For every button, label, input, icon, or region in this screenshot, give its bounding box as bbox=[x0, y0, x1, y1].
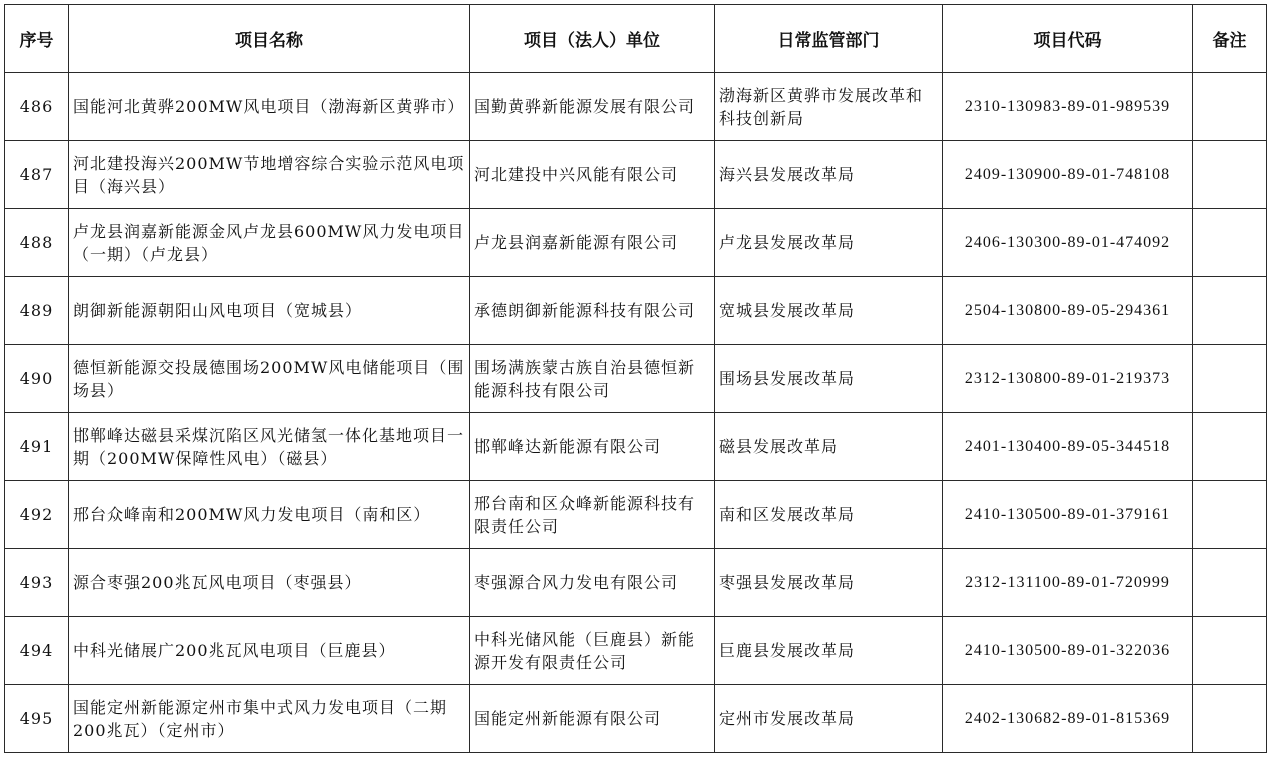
cell-legal-unit: 河北建投中兴风能有限公司 bbox=[470, 141, 715, 209]
cell-supervising-dept: 卢龙县发展改革局 bbox=[715, 209, 943, 277]
cell-supervising-dept: 定州市发展改革局 bbox=[715, 685, 943, 753]
cell-supervising-dept: 围场县发展改革局 bbox=[715, 345, 943, 413]
table-row bbox=[5, 549, 1267, 617]
cell-project-code: 2401-130400-89-05-344518 bbox=[943, 413, 1193, 481]
cell-project-code: 2406-130300-89-01-474092 bbox=[943, 209, 1193, 277]
cell-project-code: 2409-130900-89-01-748108 bbox=[943, 141, 1193, 209]
cell-supervising-dept: 磁县发展改革局 bbox=[715, 413, 943, 481]
cell-project-code: 2312-130800-89-01-219373 bbox=[943, 345, 1193, 413]
header-row bbox=[5, 5, 1267, 73]
cell-legal-unit: 围场满族蒙古族自治县德恒新能源科技有限公司 bbox=[470, 345, 715, 413]
cell-remarks bbox=[1193, 209, 1267, 277]
cell-project-name: 朗御新能源朝阳山风电项目（宽城县） bbox=[69, 277, 470, 345]
cell-remarks bbox=[1193, 345, 1267, 413]
cell-remarks bbox=[1193, 413, 1267, 481]
cell-legal-unit: 承德朗御新能源科技有限公司 bbox=[470, 277, 715, 345]
cell-project-name: 源合枣强200兆瓦风电项目（枣强县） bbox=[69, 549, 470, 617]
header-seq: 序号 bbox=[5, 5, 69, 73]
cell-project-code: 2310-130983-89-01-989539 bbox=[943, 73, 1193, 141]
cell-remarks bbox=[1193, 73, 1267, 141]
cell-remarks bbox=[1193, 617, 1267, 685]
cell-seq: 488 bbox=[5, 209, 69, 277]
cell-project-name: 国能定州新能源定州市集中式风力发电项目（二期200兆瓦）（定州市） bbox=[69, 685, 470, 753]
cell-project-code: 2504-130800-89-05-294361 bbox=[943, 277, 1193, 345]
cell-remarks bbox=[1193, 141, 1267, 209]
cell-legal-unit: 中科光储风能（巨鹿县）新能源开发有限责任公司 bbox=[470, 617, 715, 685]
cell-supervising-dept: 宽城县发展改革局 bbox=[715, 277, 943, 345]
cell-project-code: 2410-130500-89-01-379161 bbox=[943, 481, 1193, 549]
cell-remarks bbox=[1193, 685, 1267, 753]
cell-seq: 494 bbox=[5, 617, 69, 685]
cell-supervising-dept: 海兴县发展改革局 bbox=[715, 141, 943, 209]
cell-supervising-dept: 南和区发展改革局 bbox=[715, 481, 943, 549]
table-row bbox=[5, 481, 1267, 549]
cell-seq: 486 bbox=[5, 73, 69, 141]
header-project-code: 项目代码 bbox=[943, 5, 1193, 73]
cell-seq: 491 bbox=[5, 413, 69, 481]
cell-project-name: 河北建投海兴200MW节地增容综合实验示范风电项目（海兴县） bbox=[69, 141, 470, 209]
header-project-name: 项目名称 bbox=[69, 5, 470, 73]
cell-seq: 492 bbox=[5, 481, 69, 549]
cell-project-name: 邯郸峰达磁县采煤沉陷区风光储氢一体化基地项目一期（200MW保障性风电）（磁县） bbox=[69, 413, 470, 481]
cell-remarks bbox=[1193, 481, 1267, 549]
cell-project-code: 2312-131100-89-01-720999 bbox=[943, 549, 1193, 617]
table-row bbox=[5, 209, 1267, 277]
cell-seq: 493 bbox=[5, 549, 69, 617]
cell-seq: 487 bbox=[5, 141, 69, 209]
cell-legal-unit: 邢台南和区众峰新能源科技有限责任公司 bbox=[470, 481, 715, 549]
cell-project-code: 2410-130500-89-01-322036 bbox=[943, 617, 1193, 685]
table-row bbox=[5, 685, 1267, 753]
cell-project-name: 国能河北黄骅200MW风电项目（渤海新区黄骅市） bbox=[69, 73, 470, 141]
project-table bbox=[4, 4, 1267, 753]
cell-legal-unit: 卢龙县润嘉新能源有限公司 bbox=[470, 209, 715, 277]
header-legal-unit: 项目（法人）单位 bbox=[470, 5, 715, 73]
header-supervising-dept: 日常监管部门 bbox=[715, 5, 943, 73]
cell-legal-unit: 邯郸峰达新能源有限公司 bbox=[470, 413, 715, 481]
table-row bbox=[5, 277, 1267, 345]
cell-project-name: 德恒新能源交投晟德围场200MW风电储能项目（围场县） bbox=[69, 345, 470, 413]
table-row bbox=[5, 617, 1267, 685]
cell-seq: 490 bbox=[5, 345, 69, 413]
table-row bbox=[5, 141, 1267, 209]
cell-project-name: 卢龙县润嘉新能源金风卢龙县600MW风力发电项目（一期）（卢龙县） bbox=[69, 209, 470, 277]
cell-remarks bbox=[1193, 549, 1267, 617]
table-row bbox=[5, 73, 1267, 141]
cell-seq: 495 bbox=[5, 685, 69, 753]
cell-supervising-dept: 巨鹿县发展改革局 bbox=[715, 617, 943, 685]
cell-remarks bbox=[1193, 277, 1267, 345]
table-row bbox=[5, 345, 1267, 413]
cell-supervising-dept: 渤海新区黄骅市发展改革和科技创新局 bbox=[715, 73, 943, 141]
table-row bbox=[5, 413, 1267, 481]
cell-legal-unit: 国能定州新能源有限公司 bbox=[470, 685, 715, 753]
header-remarks: 备注 bbox=[1193, 5, 1267, 73]
cell-project-name: 中科光储展广200兆瓦风电项目（巨鹿县） bbox=[69, 617, 470, 685]
cell-project-name: 邢台众峰南和200MW风力发电项目（南和区） bbox=[69, 481, 470, 549]
cell-legal-unit: 枣强源合风力发电有限公司 bbox=[470, 549, 715, 617]
cell-project-code: 2402-130682-89-01-815369 bbox=[943, 685, 1193, 753]
cell-supervising-dept: 枣强县发展改革局 bbox=[715, 549, 943, 617]
cell-legal-unit: 国勤黄骅新能源发展有限公司 bbox=[470, 73, 715, 141]
cell-seq: 489 bbox=[5, 277, 69, 345]
